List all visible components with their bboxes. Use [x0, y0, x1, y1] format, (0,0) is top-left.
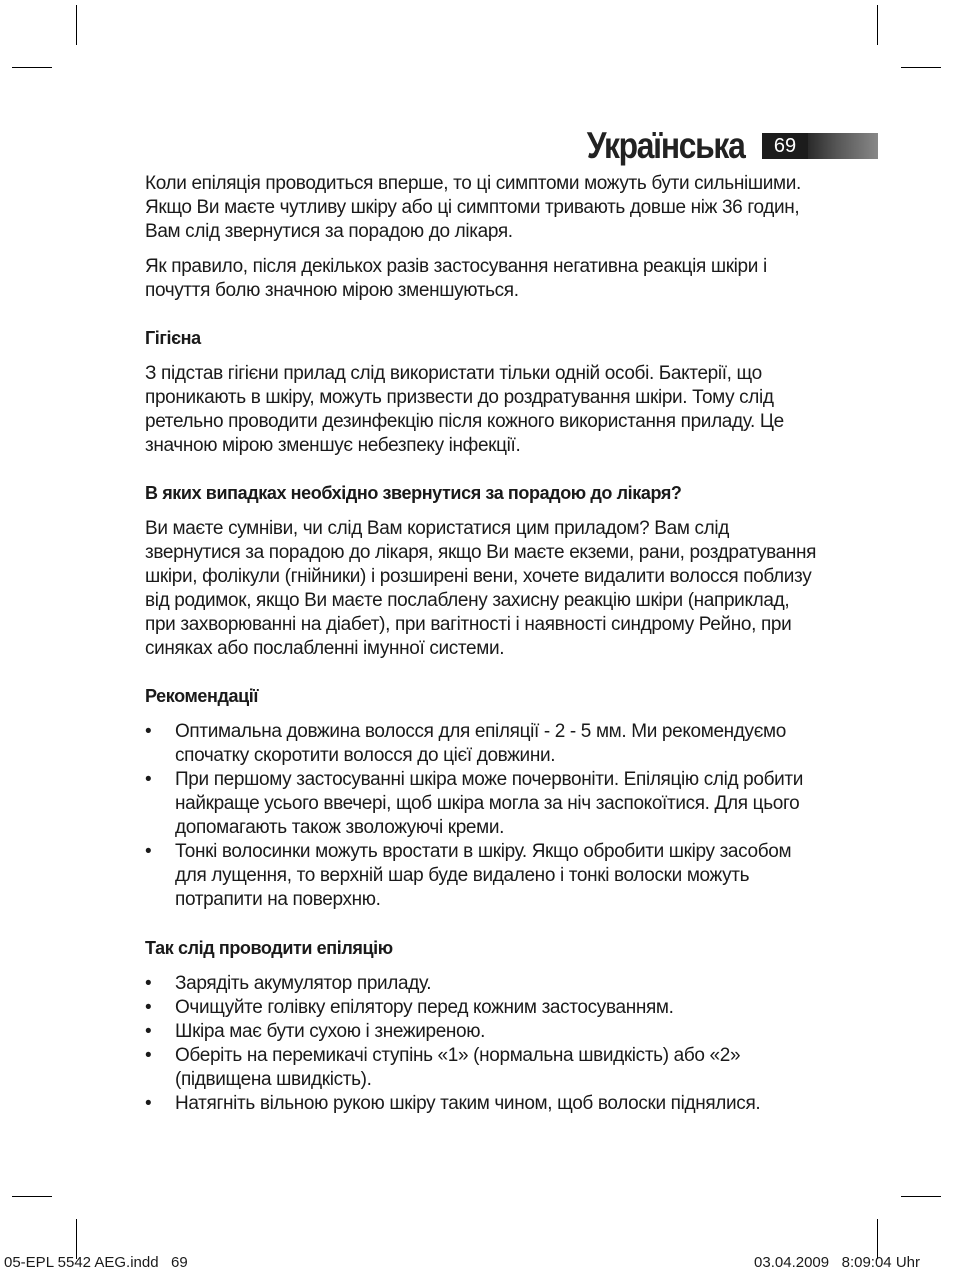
- crop-mark: [901, 1196, 941, 1197]
- page-title: Українська: [586, 125, 744, 166]
- document-body: [145, 172, 817, 1116]
- section-text-doctor: Ви маєте сумніви, чи слід Вам користатися цим приладом? Вам слід звернутися за порадою до лікаря, якщо Ви маєте екземи, рани, роздратування шкіри, фолікули (гнійники) і розширені вени, хочете видалити волосся поблизу від родимок, якщо Ви маєте послаблену захисну реакцію шкіри (наприклад, при захворюванні на діабет), при вагітності і наявності синдрому Рейно, при синяках або послабленні імунної системи.: [145, 518, 817, 659]
- bullet-icon: •: [145, 1093, 152, 1114]
- crop-mark: [877, 1219, 878, 1259]
- crop-mark: [12, 67, 52, 68]
- bullet-icon: •: [145, 721, 152, 742]
- page-header-bar: [808, 133, 878, 159]
- crop-mark: [877, 5, 878, 45]
- recommendations-list: [145, 720, 817, 912]
- bullet-icon: •: [145, 973, 152, 994]
- bullet-icon: •: [145, 1045, 152, 1066]
- crop-mark: [76, 1219, 77, 1259]
- intro-paragraph: Як правило, після декількох разів застосування негативна реакція шкіри і почуття болю значною мірою зменшуються.: [145, 256, 767, 301]
- list-item-text: Натягніть вільною рукою шкіру таким чином, щоб волоски піднялися.: [175, 1093, 761, 1114]
- list-item-text: Шкіра має бути сухою і знежиреною.: [175, 1021, 486, 1042]
- list-item: [145, 720, 817, 768]
- list-item: [145, 1092, 817, 1116]
- list-item-text: Зарядіть акумулятор приладу.: [175, 973, 432, 994]
- bullet-icon: •: [145, 1021, 152, 1042]
- list-item: [145, 1020, 817, 1044]
- bullet-icon: •: [145, 841, 152, 862]
- crop-mark: [76, 5, 77, 45]
- list-item-text: Оберіть на перемикачі ступінь «1» (нормальна швидкість) або «2» (підвищена швидкість).: [175, 1045, 741, 1090]
- list-item: [145, 996, 817, 1020]
- section-heading-how-to: Так слід проводити епіляцію: [145, 938, 393, 958]
- footer-file-info: 05-EPL 5542 AEG.indd 69: [4, 1254, 188, 1271]
- how-to-list: [145, 972, 817, 1116]
- footer-timestamp: 03.04.2009 8:09:04 Uhr: [754, 1254, 920, 1271]
- section-text-hygiene: З підстав гігієни прилад слід використати тільки одній особі. Бактерії, що проникають в шкіру, можуть призвести до роздратування шкіри. Тому слід ретельно проводити дезинфекцію після кожного використання приладу. Це значною мірою зменшує небезпеку інфекції.: [145, 363, 784, 456]
- list-item: [145, 768, 817, 840]
- list-item-text: Тонкі волосинки можуть вростати в шкіру. Якщо обробити шкіру засобом для лущення, то верхній шар буде видалено і тонкі волоски можуть потрапити на поверхню.: [175, 841, 792, 910]
- list-item-text: Очищуйте голівку епілятору перед кожним застосуванням.: [175, 997, 674, 1018]
- section-heading-doctor: В яких випадках необхідно звернутися за порадою до лікаря?: [145, 483, 682, 503]
- list-item: [145, 840, 817, 912]
- intro-paragraph: Коли епіляція проводиться вперше, то ці симптоми можуть бути сильнішими. Якщо Ви маєте чутливу шкіру або ці симптоми тривають довше ніж 36 годин, Вам слід звернутися за порадою до лікаря.: [145, 173, 801, 242]
- crop-mark: [901, 67, 941, 68]
- list-item-text: Оптимальна довжина волосся для епіляції - 2 - 5 мм. Ми рекомендуємо спочатку скоротити волосся до цієї довжини.: [175, 721, 786, 766]
- crop-mark: [12, 1196, 52, 1197]
- list-item-text: При першому застосуванні шкіра може почервоніти. Епіляцію слід робити найкраще усього ввечері, щоб шкіра могла за ніч заспокоїтися. Для цього допомагають також зволожуючі креми.: [175, 769, 803, 838]
- bullet-icon: •: [145, 769, 152, 790]
- section-heading-recommendations: Рекомендації: [145, 686, 259, 706]
- section-heading-hygiene: Гігієна: [145, 328, 201, 348]
- page-number-badge: 69: [762, 133, 808, 159]
- bullet-icon: •: [145, 997, 152, 1018]
- list-item: [145, 1044, 817, 1092]
- list-item: [145, 972, 817, 996]
